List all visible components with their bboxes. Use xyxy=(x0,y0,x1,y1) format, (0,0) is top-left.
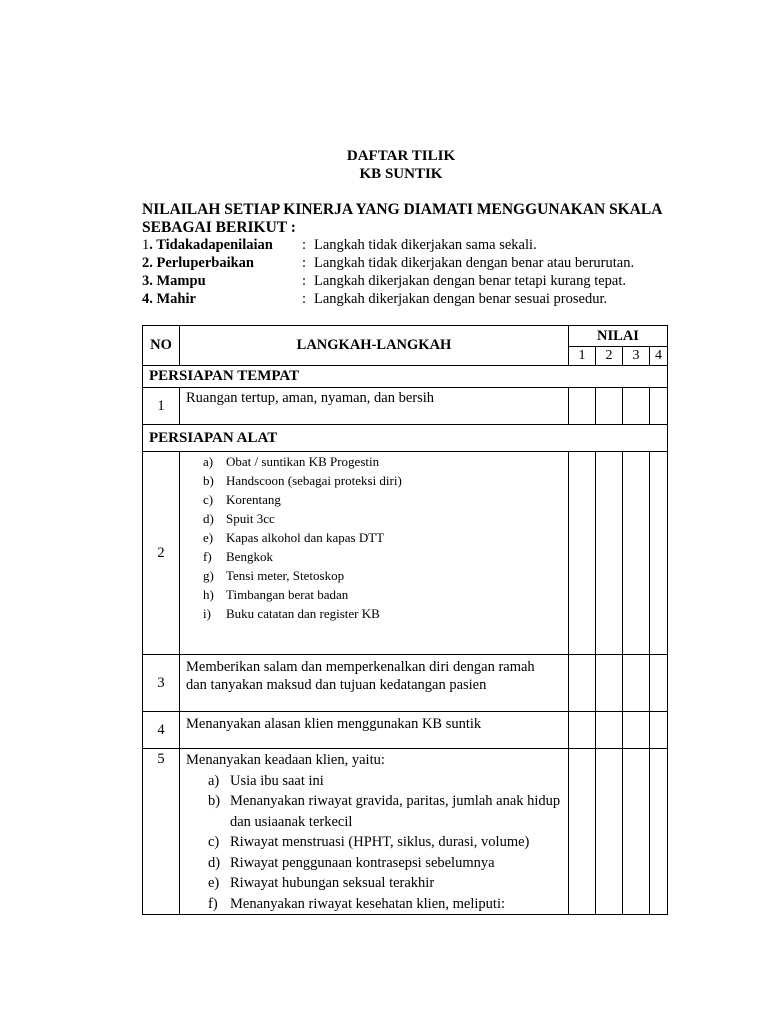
list-item: f) Menanyakan riwayat kesehatan klien, meliputi: xyxy=(208,895,506,912)
scale-term: . Mahir xyxy=(149,291,196,307)
scale-term: . Mampu xyxy=(149,273,206,289)
scale-term: . Perluperbaikan xyxy=(149,255,254,271)
list-item: g) Tensi meter, Stetoskop xyxy=(203,568,345,583)
score-cell[interactable] xyxy=(650,749,668,915)
score-cell[interactable] xyxy=(596,655,623,712)
list-item: a) Usia ibu saat ini xyxy=(208,772,324,789)
score-column-1: 1 xyxy=(569,347,596,366)
header-score: NILAI xyxy=(569,326,668,347)
row-step xyxy=(180,452,569,655)
score-column-2: 2 xyxy=(596,347,623,366)
row-number: 4 xyxy=(143,712,180,749)
section-header-place: PERSIAPAN TEMPAT xyxy=(143,366,668,388)
score-column-3: 3 xyxy=(623,347,650,366)
scale-colon: : xyxy=(302,237,307,253)
table-row xyxy=(143,712,668,749)
list-item: h) Timbangan berat badan xyxy=(203,587,349,602)
list-item: c) Riwayat menstruasi (HPHT, siklus, durasi, volume) xyxy=(208,834,530,850)
score-cell[interactable] xyxy=(596,452,623,655)
list-item: i) Buku catatan dan register KB xyxy=(203,606,380,621)
list-item: a) Obat / suntikan KB Progestin xyxy=(203,454,380,469)
scale-description: Langkah dikerjakan dengan benar sesuai prosedur. xyxy=(314,291,608,307)
header-steps: LANGKAH-LANGKAH xyxy=(180,326,569,366)
score-cell[interactable] xyxy=(650,452,668,655)
list-item: b) Menanyakan riwayat gravida, paritas, jumlah anak hidup dan usiaanak terkecil xyxy=(208,793,561,830)
scale-legend xyxy=(142,236,672,308)
row-step: Ruangan tertup, aman, nyaman, dan bersih xyxy=(180,388,569,425)
score-cell[interactable] xyxy=(623,388,650,425)
document-title: DAFTAR TILIK xyxy=(346,148,456,164)
score-cell[interactable] xyxy=(623,712,650,749)
list-item: f) Bengkok xyxy=(203,549,273,564)
score-cell[interactable] xyxy=(569,388,596,425)
scale-number: 3 xyxy=(142,273,150,289)
list-item: d) Riwayat penggunaan kontrasepsi sebelumnya xyxy=(208,854,495,871)
scale-number: 4 xyxy=(142,291,150,307)
list-item: b) Handscoon (sebagai proteksi diri) xyxy=(203,473,402,488)
score-cell[interactable] xyxy=(623,655,650,712)
score-cell[interactable] xyxy=(650,712,668,749)
score-cell[interactable] xyxy=(569,712,596,749)
scale-term: . Tidakadapenilaian xyxy=(149,237,273,253)
row-step: Menanyakan alasan klien menggunakan KB suntik xyxy=(180,712,569,749)
equipment-list xyxy=(180,452,568,623)
score-cell[interactable] xyxy=(569,749,596,915)
table-row xyxy=(143,749,668,915)
row-number: 3 xyxy=(143,655,180,712)
row-step: Memberikan salam dan memperkenalkan diri dengan ramah dan tanyakan maksud dan tujuan kedatangan pasien xyxy=(180,655,569,712)
table-row xyxy=(143,452,668,655)
list-item: d) Spuit 3cc xyxy=(203,511,275,526)
score-cell[interactable] xyxy=(623,452,650,655)
row-number: 2 xyxy=(143,452,180,655)
instruction-text: NILAILAH SETIAP KINERJA YANG DIAMATI MENGGUNAKAN SKALA SEBAGAI BERIKUT : xyxy=(142,201,662,236)
row-step: Menanyakan keadaan klien, yaitu: a) Usia ibu saat ini b) Menanyakan riwayat gravida, paritas, jumlah anak hidup dan usiaanak terkecil c) Riwayat menstruasi (HPHT, siklus, durasi, volume) d) Riwayat penggunaan kontrasepsi sebelumnya e) Riwayat hubungan seksual terakhir f) Menanyakan riwayat kesehatan klien, meliputi: xyxy=(180,749,569,915)
client-condition-list xyxy=(186,771,562,915)
scale-description: Langkah tidak dikerjakan sama sekali. xyxy=(314,237,537,253)
score-cell[interactable] xyxy=(596,388,623,425)
scale-number: 2 xyxy=(142,255,150,271)
score-cell[interactable] xyxy=(623,749,650,915)
score-cell[interactable] xyxy=(596,749,623,915)
list-item: e) Riwayat hubungan seksual terakhir xyxy=(208,875,435,891)
score-cell[interactable] xyxy=(650,388,668,425)
scale-colon: : xyxy=(302,291,307,307)
score-cell[interactable] xyxy=(569,655,596,712)
header-no: NO xyxy=(143,326,180,366)
checklist-table xyxy=(142,325,668,915)
score-cell[interactable] xyxy=(650,655,668,712)
row-number: 5 xyxy=(143,749,180,915)
table-row xyxy=(143,655,668,712)
scale-description: Langkah tidak dikerjakan dengan benar atau berurutan. xyxy=(314,255,635,271)
scale-number: 1 xyxy=(142,237,150,253)
table-row xyxy=(143,388,668,425)
score-cell[interactable] xyxy=(569,452,596,655)
score-column-4: 4 xyxy=(650,347,668,366)
score-cell[interactable] xyxy=(596,712,623,749)
scale-colon: : xyxy=(302,273,307,289)
row-number: 1 xyxy=(143,388,180,425)
scale-colon: : xyxy=(302,255,307,271)
list-item: c) Korentang xyxy=(203,492,281,507)
section-header-tools: PERSIAPAN ALAT xyxy=(143,425,668,452)
scale-description: Langkah dikerjakan dengan benar tetapi kurang tepat. xyxy=(314,273,627,289)
document-subtitle: KB SUNTIK xyxy=(359,166,443,182)
list-item: e) Kapas alkohol dan kapas DTT xyxy=(203,530,385,545)
